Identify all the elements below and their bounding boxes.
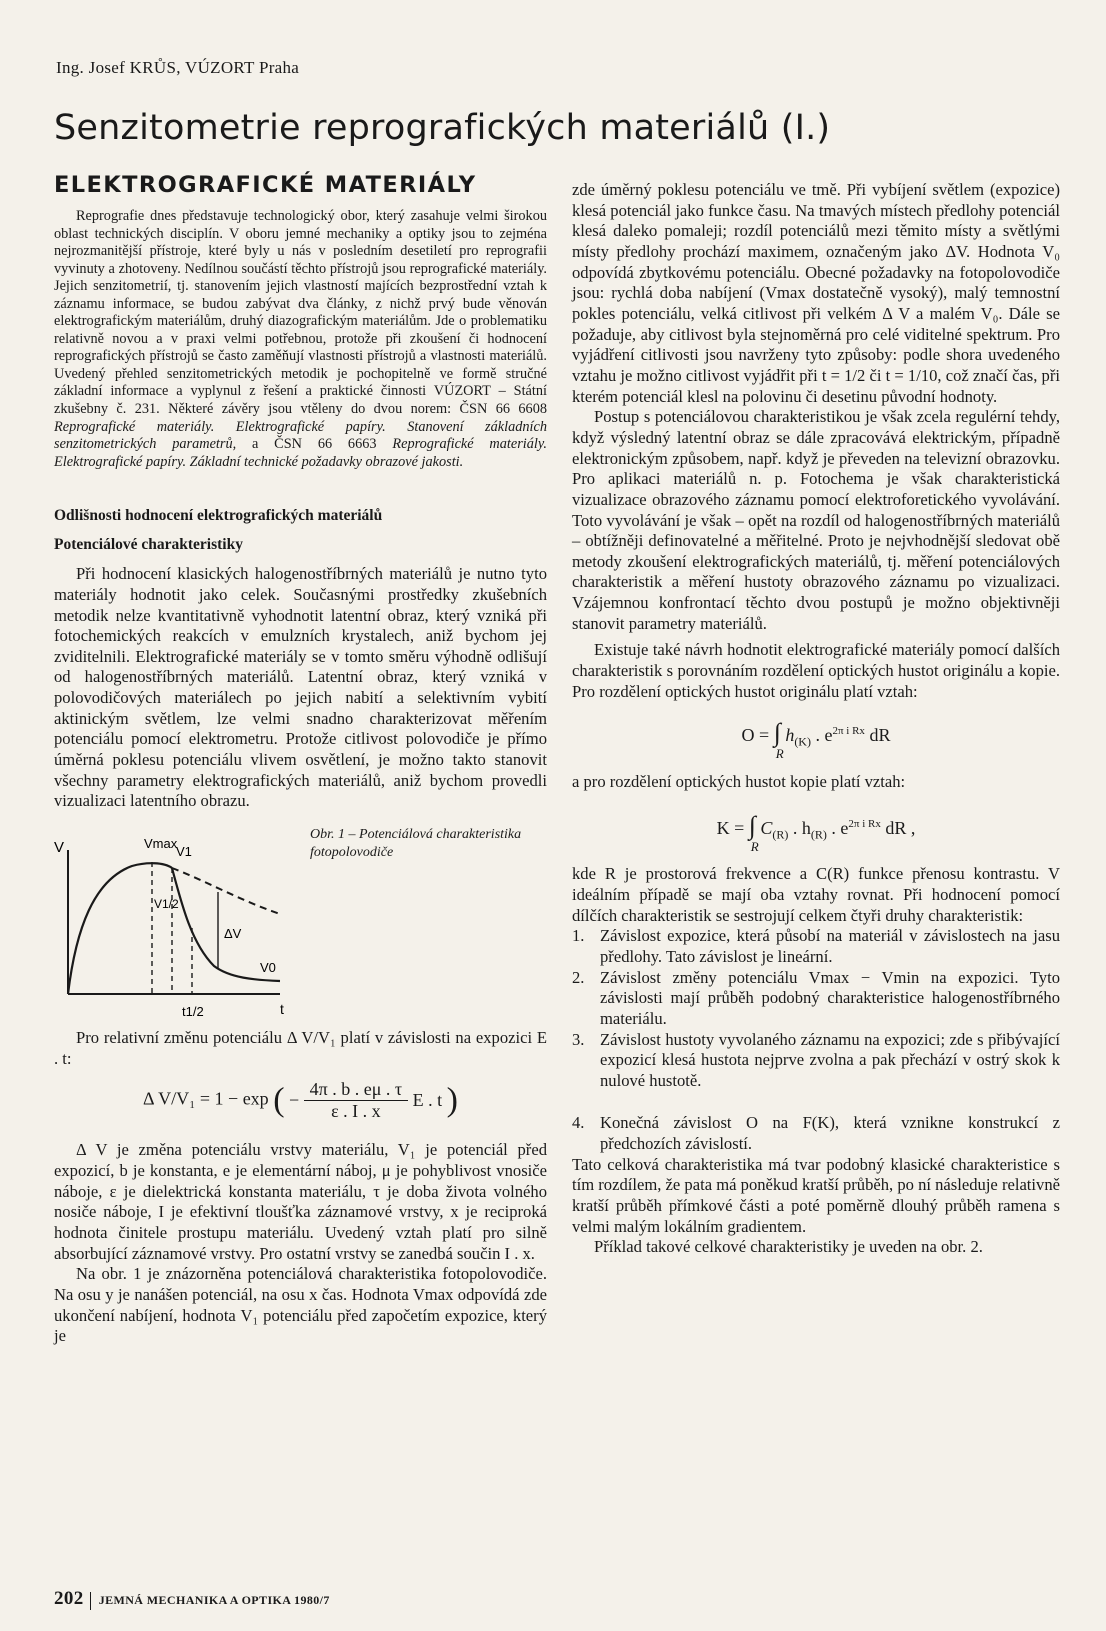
body-paragraph-2: Pro relativní změnu potenciálu Δ V/V₁ platí v závislosti na expozici E . t: <box>54 1028 547 1068</box>
list-item: 4. Konečná závislost O na F(K), která vznikne konstrukcí z předchozích závislostí. <box>572 1113 1060 1154</box>
formula-copy-density: K = ∫ R $C_{(R)}$ . $h_{(R)}$ . $e^{2\pi i Rx}$ dR , <box>716 810 916 854</box>
left-column <box>54 172 547 1347</box>
section-heading: ELEKTROGRAFICKÉ MATERIÁLY <box>54 172 477 198</box>
footer-divider <box>90 1592 91 1610</box>
body-paragraph-11: Příklad takové celkové charakteristiky je uveden na obr. 2. <box>594 1237 983 1257</box>
lead-paragraph: Reprografie dnes představuje technologický obor, který zasahuje velmi širokou oblast technických disciplín. V oboru jemné mechaniky a optiky jsou to zejména nejrozmanitější přístroje, které byly u nás v posledním desetiletí pro reprografii vyvinuty a zhotoveny. Nedílnou součástí těchto přístrojů jsou reprografické materiály. Jejich senzitometrií, tj. stanovením jejich vlastností majících bezprostřední vztah k záznamu informace, se budou zabývat dva články, z nichž prvý bude věnován elektrografickým materiálům, druhý diazografickým materiálům. Jde o problematiku relativně novou a v praxi velmi potřebnou, protože při zkoušení či hodnocení reprografických přístrojů se často zaměňují vlastnosti přístrojů a vlastnosti materiálů. Uvedený přehled senzitometrických metodik je pochopitelně ve formě stručné základní informace a vyplynul z řešení a praktické činnosti VÚZORT – Státní zkušebny č. 231. Některé závěry jsou vtěleny do dvou norem: ČSN 66 6608 Reprografické materiály. Elektrografické papíry. Stanovení základních senzitometrických parametrů, a ČSN 66 6663 Reprografické materiály. Elektrografické papíry. Základní technické požadavky obrazové jakosti. <box>54 208 548 470</box>
body-paragraph-1: Při hodnocení klasických halogenostříbrných materiálů je nutno tyto materiály hodnotit jako celek. Současnými prostředky zkušebních metodik nelze kvantitativně vyhodnotit latentní obraz, který vzniká při fotochemických reakcích v emulzních krystalech, aniž bychom jej zviditelnili. Elektrografické materiály se v tomto směru výhodně odlišují od halogenostříbrných materiálů. Latentní obraz, který vzniká v polovodičových materiálech po jejich nabití a selektivním vybití aktinickým světlem, lze velmi snadno charakterizovat měřením potenciálu pomocí elektrometru. Protože citlivost polovodiče je přímo úměrná poklesu potenciálu vlivem osvětlení, je možno takto stanovit všechny parametry elektrografických materiálů, aniž bychom provedli vizualizaci latentního obrazu. <box>54 564 547 811</box>
formula-relative-change: Δ V/V₁ = 1 − exp ( − $\frac{4\pi . b . e\mu . \tau}{\varepsilon . I . x}$ E . t ) <box>143 1079 458 1122</box>
body-paragraph-9: kde R je prostorová frekvence a C(R) funkce přenosu kontrastu. V ideálním případě se mají oba vztahy rovnat. Při hodnocení pomocí dílčích charakteristik se sestrojují celkem čtyři druhy charakteristik: <box>572 864 1060 925</box>
list-item: 3. Závislost hustoty vyvolaného záznamu na expozici; zde s přibývající expozicí klesá hustota nejprve zvolna a pak přechází v ostrý skok k nulové hustotě. <box>572 1029 1060 1090</box>
dark-decay-curve <box>172 868 280 914</box>
list-item: 2. Závislost změny potenciálu Vmax − Vmin na expozici. Tyto závislosti mají průběh podobný charakteristice halogenostříbrného materiálu. <box>572 967 1060 1028</box>
body-paragraph-8: a pro rozdělení optických hustot kopie platí vztah: <box>572 772 906 791</box>
lead-norm-title-2: Reprografické materiály. Elektrografické papíry. Základní technické požadavky obrazové jakosti. <box>54 436 548 470</box>
article-title: Senzitometrie reprografických materiálů (I.) <box>54 108 831 148</box>
formula-denominator: ε . I . x <box>331 1101 381 1122</box>
page-footer <box>54 1588 330 1610</box>
body-paragraph-6: Postup s potenciálovou charakteristikou je však zcela regulérní tehdy, když výsledný latentní obraz se dále zpracovává elektrickým, případně elektronickým způsobem, např. když je převeden na televizní obrazovku. Pro aplikaci materiálů n. p. Fotochema je však charakteristická vizualizace obrazového záznamu pomocí elektroforetického vyvolávání. Toto vyvolávání je však – opět na rozdíl od halogenostříbrných materiálů – obtížněji definovatelné a měřitelné. Proto je nejvhodnější sledovat obě metody zkoušení elektrografických materiálů, tj. měření potenciálových charakteristik a měření hustoty obrazového záznamu po vizualizaci. Vzájemnou konfrontací těchto dvou postupů je možno objektivněji stanovit parametry materiálů. <box>572 407 1060 633</box>
journal-name: JEMNÁ MECHANIKA A OPTIKA 1980/7 <box>98 1593 330 1607</box>
label-v0: V0 <box>260 960 276 976</box>
charging-curve <box>68 863 172 994</box>
body-paragraph-10: Tato celková charakteristika má tvar podobný klasické charakteristice s tím rozdílem, že pata má poněkud kratší průběh, po ní následuje relativně kratší průběh přímkové části a poté poměrně dlouhý průběh ramena s velmi malým lokálním gradientem. <box>572 1154 1060 1236</box>
figure-caption: Obr. 1 – Potenciálová charakteristika fotopolovodiče <box>310 827 522 861</box>
label-v1: V1 <box>176 844 192 860</box>
body-paragraph-3: Δ V je změna potenciálu vrstvy materiálu, V₁ je potenciál před expozicí, b je konstanta, e je elementární náboj, μ je pohyblivost vnosiče náboje, ε je dielektrická konstanta materiálu, τ je doba života volného nosiče náboje, I je efektivní tloušťka záznamové vrstvy, x je reciproká hodnota činitele prostupu materiálu. Uvedený vztah platí pro silně absorbující záznamové vrstvy. Pro ostatní vrstvy se zanedbá součin I . x. <box>54 1140 547 1263</box>
subheading-differences: Odlišnosti hodnocení elektrografických materiálů <box>54 507 383 525</box>
body-paragraph-4: Na obr. 1 je znázorněna potenciálová charakteristika fotopolovodiče. Na osu y je nanášen potenciál, na osu x čas. Hodnota Vmax odpovídá zde ukončení nabíjení, hodnota V₁ potenciálu před započetím expozice, který je <box>54 1264 547 1346</box>
formula-original-density: O = ∫ R $h_{(K)}$ . $e^{2\pi i Rx}$ dR <box>741 718 891 762</box>
label-v: V <box>54 839 65 857</box>
label-delta-v: ΔV <box>224 926 242 942</box>
body-paragraph-5: zde úměrný poklesu potenciálu ve tmě. Při vybíjení světlem (expozice) klesá potenciál jako funkce času. Na tmavých místech předlohy potenciál klesá daleko pomaleji; rozdíl potenciálů mezi těmito místy a světlými místy předlohy prochází maximem, označeným jako ΔV. Hodnota V₀ odpovídá zbytkovému potenciálu. Obecné požadavky na fotopolovodiče jsou: rychlá doba nabíjení (Vmax dostatečně vysoký), malý temnostní pokles potenciálu, velká citlivost při velkém Δ V a malém V₀. Dále se požaduje, aby citlivost byla stejnoměrná pro celé viditelné spektrum. Pro vyjádření citlivosti jsou navrženy tyto způsoby: podle shora uvedeného vztahu je možno citlivost vyjádřit při t = 1/2 či t = 1/10, což značí čas, při kterém potenciál klesl na polovinu či desetinu původní hodnoty. <box>572 180 1060 406</box>
potential-characteristic-diagram <box>54 818 304 1018</box>
formula-numerator: 4π . b . eμ . τ <box>304 1079 408 1101</box>
body-paragraph-7: Existuje také návrh hodnotit elektrografické materiály pomocí dalších charakteristik s porovnáním rozdělení optických hustot originálu a kopie. Pro rozdělení optických hustot originálu platí vztah: <box>572 640 1060 701</box>
subheading-potential: Potenciálové charakteristiky <box>54 536 243 554</box>
label-v12: V1/2 <box>154 897 179 912</box>
list-spacer <box>572 1091 1060 1113</box>
figure-1 <box>54 818 547 1018</box>
label-t12: t1/2 <box>182 1004 204 1019</box>
list-item: 1. Závislost expozice, která působí na materiál v závislostech na jasu předlohy. Tato závislost je lineární. <box>572 926 1060 966</box>
page-number: 202 <box>54 1588 84 1609</box>
characteristics-list <box>572 926 1060 1155</box>
label-vmax: Vmax <box>144 836 178 852</box>
right-column <box>572 180 1060 1258</box>
author-line: Ing. Josef KRŮS, VÚZORT Praha <box>56 58 300 77</box>
label-t: t <box>280 1001 284 1018</box>
lead-norm-title-1: Reprografické materiály. Elektrografické papíry. Stanovení základních senzitometrických parametrů, <box>54 418 547 453</box>
